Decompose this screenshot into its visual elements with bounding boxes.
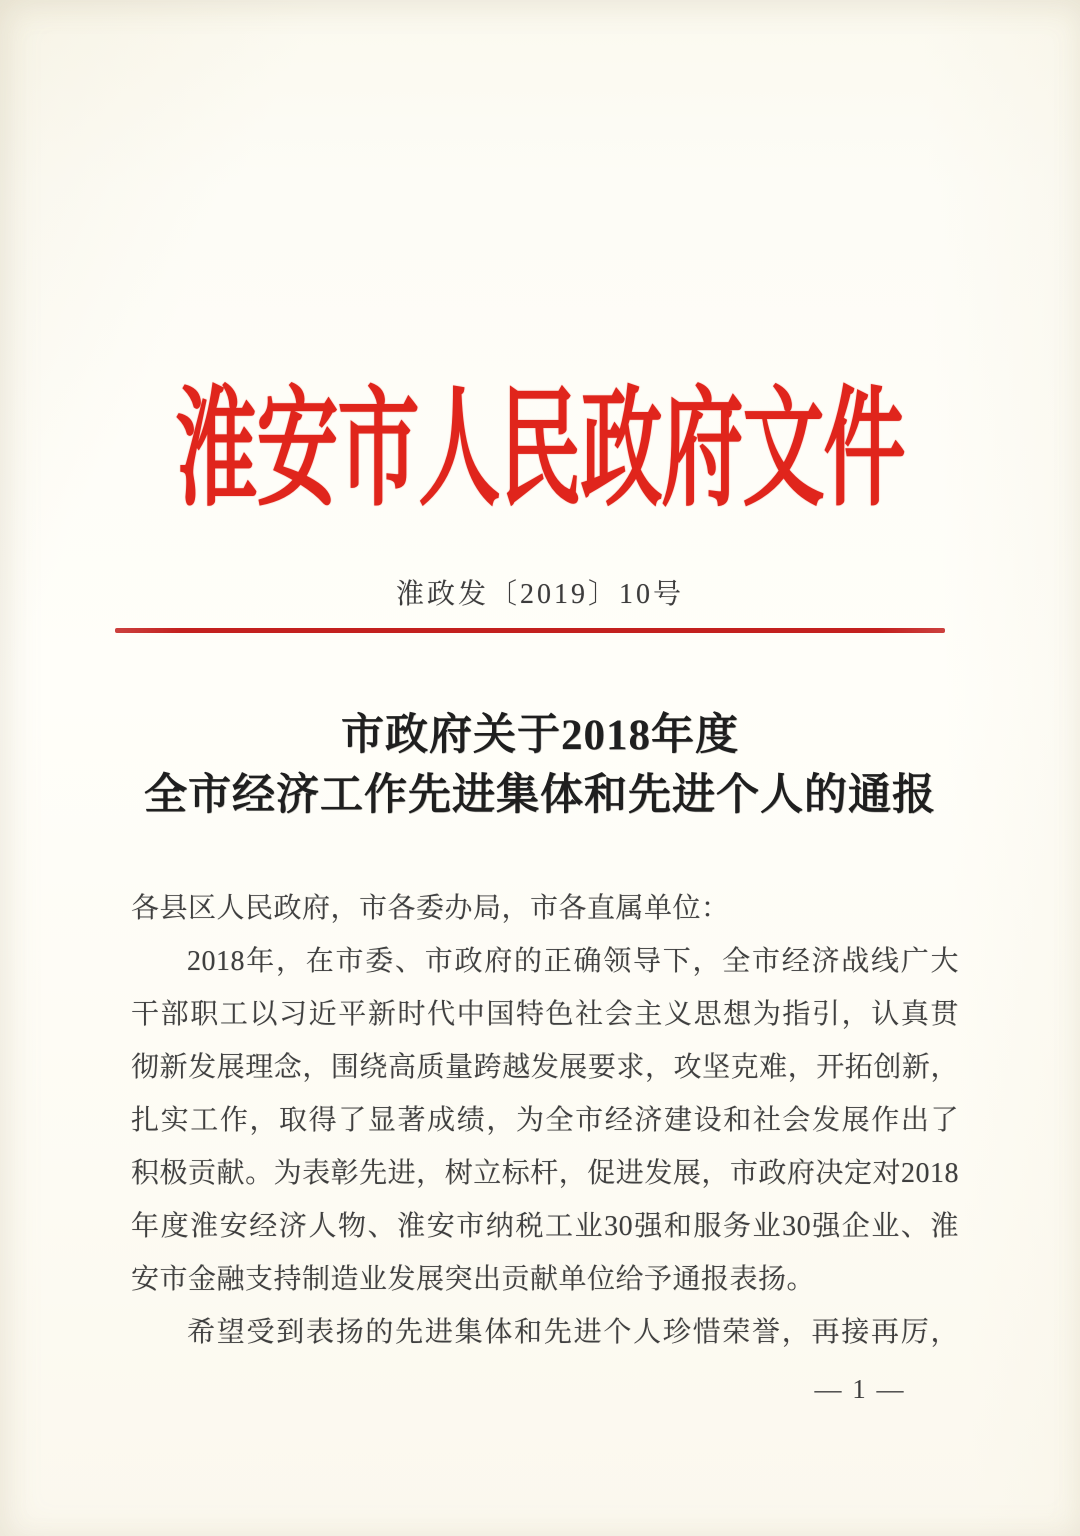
body-line: 年度淮安经济人物、淮安市纳税工业30强和服务业30强企业、淮	[131, 1211, 959, 1242]
body-line: 干部职工以习近平新时代中国特色社会主义思想为指引，认真贯	[131, 999, 959, 1030]
document-title-line2: 全市经济工作先进集体和先进个人的通报	[144, 772, 936, 819]
body-line-paragraph-end: 安市金融支持制造业发展突出贡献单位给予通报表扬。	[131, 1264, 816, 1295]
body-line: 积极贡献。为表彰先进，树立标杆，促进发展，市政府决定对2018	[131, 1158, 959, 1189]
document-body	[131, 882, 959, 1359]
government-masthead-title: 淮安市人民政府文件	[175, 378, 905, 522]
red-divider-line	[115, 628, 945, 633]
salutation-line: 各县区人民政府，市各委办局，市各直属单位：	[131, 893, 730, 924]
body-line: 扎实工作，取得了显著成绩，为全市经济建设和社会发展作出了	[131, 1105, 959, 1136]
page-number: — 1 —	[814, 1374, 906, 1404]
body-line: 2018年，在市委、市政府的正确领导下，全市经济战线广大	[187, 946, 959, 977]
document-title-line1: 市政府关于2018年度	[341, 712, 739, 759]
document-reference-number: 淮政发〔2019〕10号	[395, 579, 684, 610]
body-line: 希望受到表扬的先进集体和先进个人珍惜荣誉，再接再厉，	[187, 1317, 959, 1348]
document-title	[0, 706, 1080, 826]
body-line: 彻新发展理念，围绕高质量跨越发展要求，攻坚克难，开拓创新，	[131, 1052, 959, 1083]
